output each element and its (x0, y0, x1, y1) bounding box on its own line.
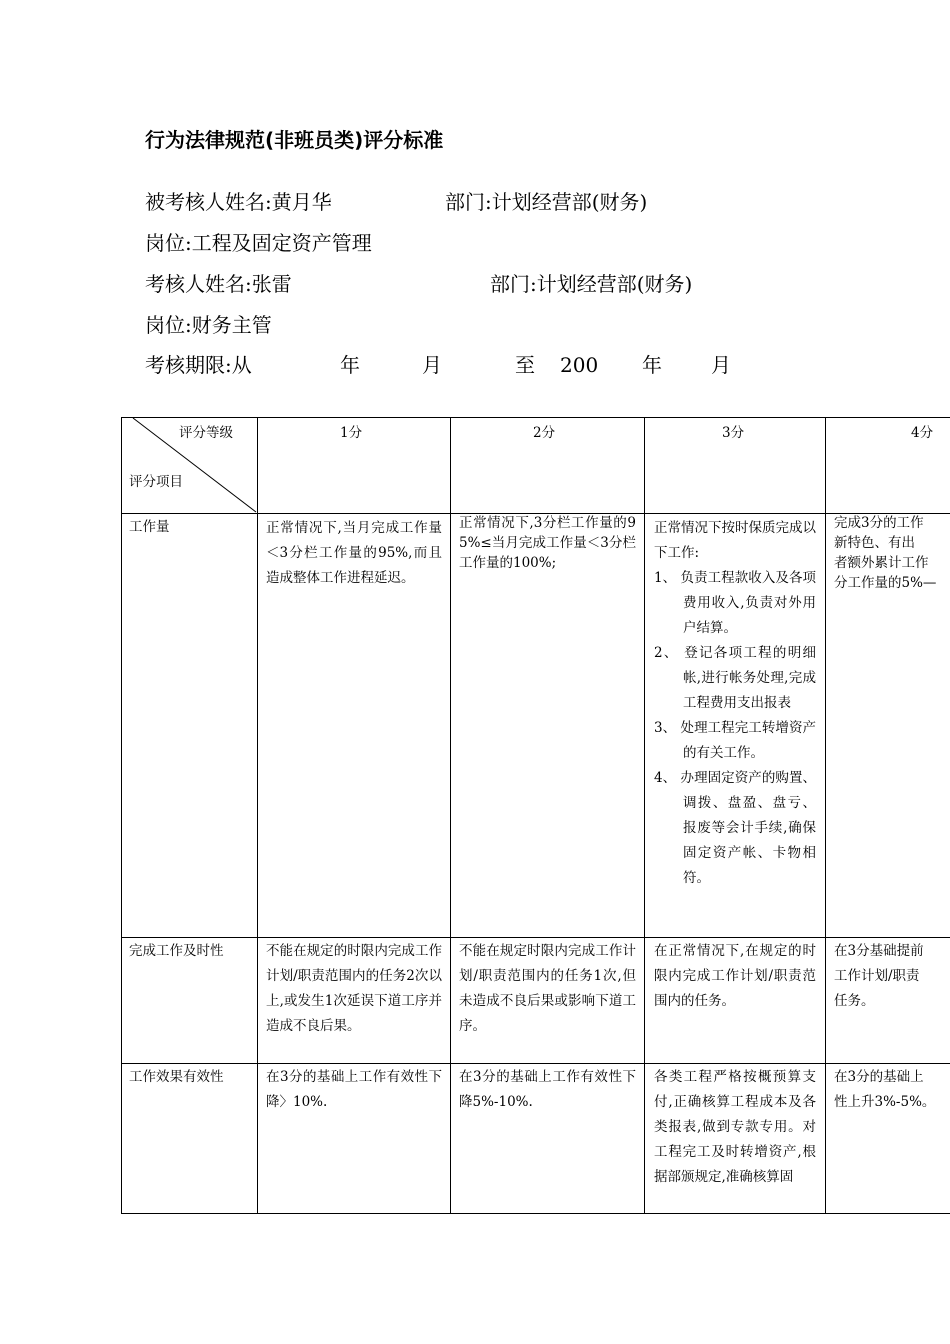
row-effectiveness-grade-3: 各类工程严格按概预算支付,正确核算工程成本及各类报表,做到专款专用。对工程完工及时转增资产,根据部颁规定,准确核算固 (654, 1069, 816, 1185)
period-label: 考核期限:从 (145, 353, 252, 377)
period-month-end: 月 (711, 353, 731, 377)
header-item-label: 评分项目 (129, 474, 183, 490)
period-year-prefix: 200 (560, 353, 599, 377)
scoring-table (121, 417, 950, 1214)
row-item-timeliness: 完成工作及时性 (129, 943, 224, 959)
row-timeliness-grade-2: 不能在规定时限内完成工作计划/职责范围内的任务1次,但未造成不良后果或影响下道工序。 (459, 943, 636, 1034)
period-year-start: 年 (340, 353, 360, 377)
list-item: 1、 负责工程款收入及各项费用收入,负责对外用户结算。 (654, 570, 816, 636)
grade-4-line: 性上升3%-5%。 (834, 1094, 936, 1110)
document-title: 行为法律规范(非班员类)评分标准 (145, 128, 444, 152)
period-to: 至 (515, 353, 535, 377)
row-item-effectiveness: 工作效果有效性 (129, 1069, 224, 1085)
grade-4-line: 者额外累计工作 (834, 555, 929, 571)
row-timeliness-grade-4 (834, 939, 950, 1014)
grade-2-header: 2分 (533, 425, 556, 441)
examinee-post: 岗位:工程及固定资产管理 (145, 231, 372, 255)
list-item: 2、 登记各项工程的明细帐,进行帐务处理,完成工程费用支出报表 (654, 645, 816, 711)
list-item: 4、 办理固定资产的购置、调拨、盘盈、盘亏、报废等会计手续,确保固定资产帐、卡物相符。 (654, 770, 816, 886)
row-effectiveness-grade-2: 在3分的基础上工作有效性下降5%-10%. (459, 1069, 636, 1110)
row-effectiveness-grade-1: 在3分的基础上工作有效性下降〉10%. (266, 1069, 442, 1110)
grade-3-header: 3分 (722, 425, 745, 441)
grade-4-line: 完成3分的工作 (834, 515, 924, 531)
row-item-workload: 工作量 (129, 519, 170, 535)
row-timeliness-grade-1: 不能在规定的时限内完成工作计划/职责范围内的任务2次以上,或发生1次延误下道工序并造成不良后果。 (266, 943, 442, 1034)
row-workload-grade-2: 正常情况下,3分栏工作量的95%≤当月完成工作量＜3分栏工作量的100%; (459, 515, 636, 571)
examiner-department: 部门:计划经营部(财务) (490, 272, 693, 296)
examinee-name: 被考核人姓名:黄月华 (145, 190, 332, 214)
grade-4-line: 在3分基础提前 (834, 943, 924, 959)
examinee-department: 部门:计划经营部(财务) (445, 190, 648, 214)
row-workload-grade-3 (654, 516, 816, 891)
grade-4-line: 工作计划/职责 (834, 968, 920, 984)
row-workload-grade-1: 正常情况下,当月完成工作量＜3分栏工作量的95%,而且造成整体工作进程延迟。 (266, 520, 442, 586)
header-grade-label: 评分等级 (179, 425, 233, 441)
grade-4-line: 新特色、有出 (834, 535, 915, 551)
grade-4-line: 在3分的基础上 (834, 1069, 924, 1085)
grade-1-header: 1分 (340, 425, 363, 441)
row-workload-grade-4 (834, 513, 950, 593)
examiner-post: 岗位:财务主管 (145, 313, 272, 337)
examiner-name: 考核人姓名:张雷 (145, 272, 292, 296)
grade-4-line: 分工作量的5%— (834, 575, 937, 591)
period-month-start: 月 (422, 353, 442, 377)
workload-duty-list (654, 566, 816, 891)
grade-4-header: 4分 (911, 425, 934, 441)
row-timeliness-grade-3: 在正常情况下,在规定的时限内完成工作计划/职责范围内的任务。 (654, 943, 816, 1009)
grade-4-line: 任务。 (834, 993, 875, 1009)
period-year-end: 年 (642, 353, 662, 377)
workload-grade-3-intro: 正常情况下按时保质完成以下工作: (654, 520, 816, 561)
row-effectiveness-grade-4 (834, 1065, 950, 1115)
list-item: 3、 处理工程完工转增资产的有关工作。 (654, 720, 816, 761)
